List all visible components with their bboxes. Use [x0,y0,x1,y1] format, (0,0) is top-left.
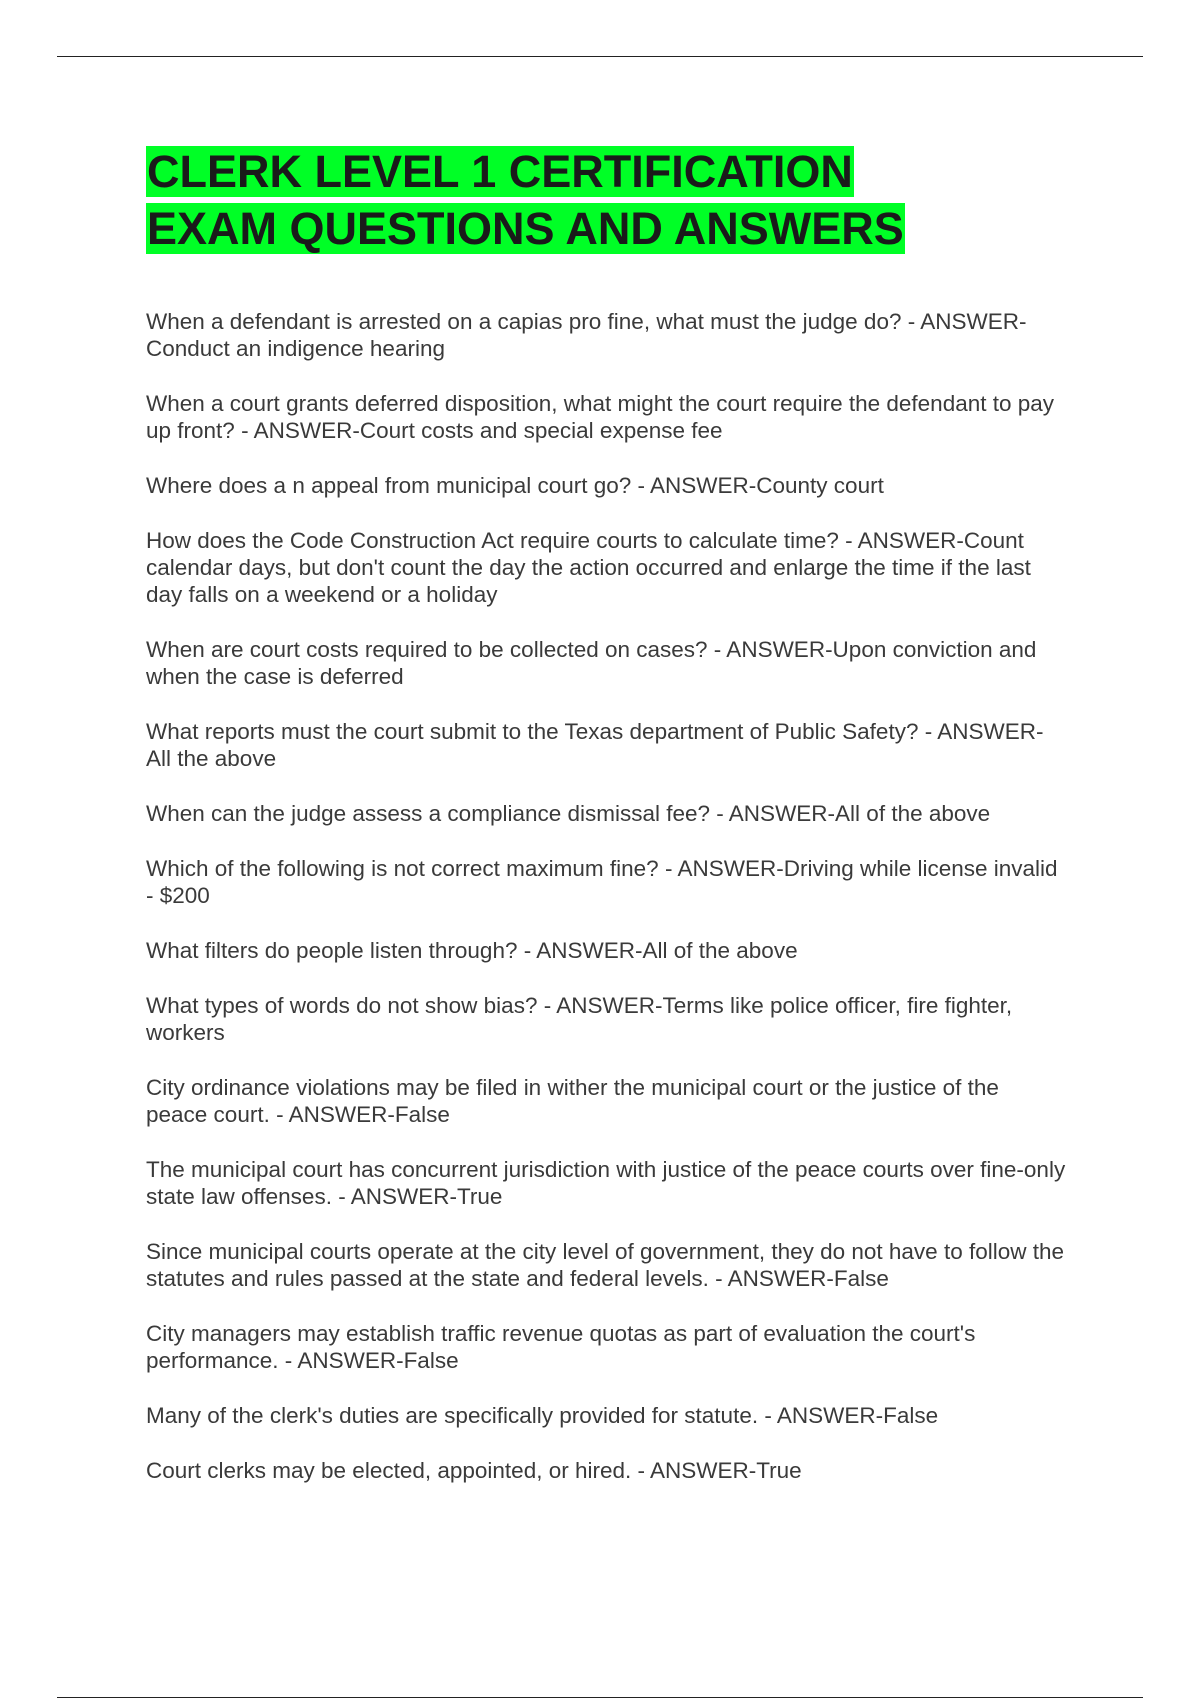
qa-item: What reports must the court submit to the Texas department of Public Safety? - ANSWER-All the above [146,719,1044,771]
qa-item: How does the Code Construction Act require courts to calculate time? - ANSWER-Count calendar days, but don't count the day the action occurred and enlarge the time if the last day falls on a weekend or a holiday [146,528,1031,607]
qa-item: The municipal court has concurrent jurisdiction with justice of the peace courts over fine-only state law offenses. - ANSWER-True [146,1157,1066,1209]
top-rule [57,56,1143,57]
qa-item: What types of words do not show bias? - ANSWER-Terms like police officer, fire fighter, workers [146,993,1013,1045]
qa-list [146,308,1066,1484]
qa-item: When a defendant is arrested on a capias pro fine, what must the judge do? - ANSWER-Conduct an indigence hearing [146,309,1027,361]
qa-item: When can the judge assess a compliance dismissal fee? - ANSWER-All of the above [146,801,991,826]
page-content [146,143,1066,1512]
title-line-2: EXAM QUESTIONS AND ANSWERS [147,203,904,254]
qa-item: When are court costs required to be collected on cases? - ANSWER-Upon conviction and when the case is deferred [146,637,1037,689]
qa-item: City ordinance violations may be filed in wither the municipal court or the justice of the peace court. - ANSWER-False [146,1075,999,1127]
qa-item: City managers may establish traffic revenue quotas as part of evaluation the court's performance. - ANSWER-False [146,1321,976,1373]
bottom-rule [57,1697,1143,1698]
qa-item: When a court grants deferred disposition, what might the court require the defendant to pay up front? - ANSWER-Court costs and special expense fee [146,391,1055,443]
qa-item: Where does a n appeal from municipal court go? - ANSWER-County court [146,473,884,498]
title-line-1: CLERK LEVEL 1 CERTIFICATION [147,146,853,197]
qa-item: What filters do people listen through? - ANSWER-All of the above [146,938,798,963]
qa-item: Court clerks may be elected, appointed, or hired. - ANSWER-True [146,1458,802,1483]
qa-item: Since municipal courts operate at the city level of government, they do not have to follow the statutes and rules passed at the state and federal levels. - ANSWER-False [146,1239,1065,1291]
qa-item: Which of the following is not correct maximum fine? - ANSWER-Driving while license invalid - $200 [146,856,1058,908]
page-title [146,143,1066,257]
qa-item: Many of the clerk's duties are specifically provided for statute. - ANSWER-False [146,1403,939,1428]
